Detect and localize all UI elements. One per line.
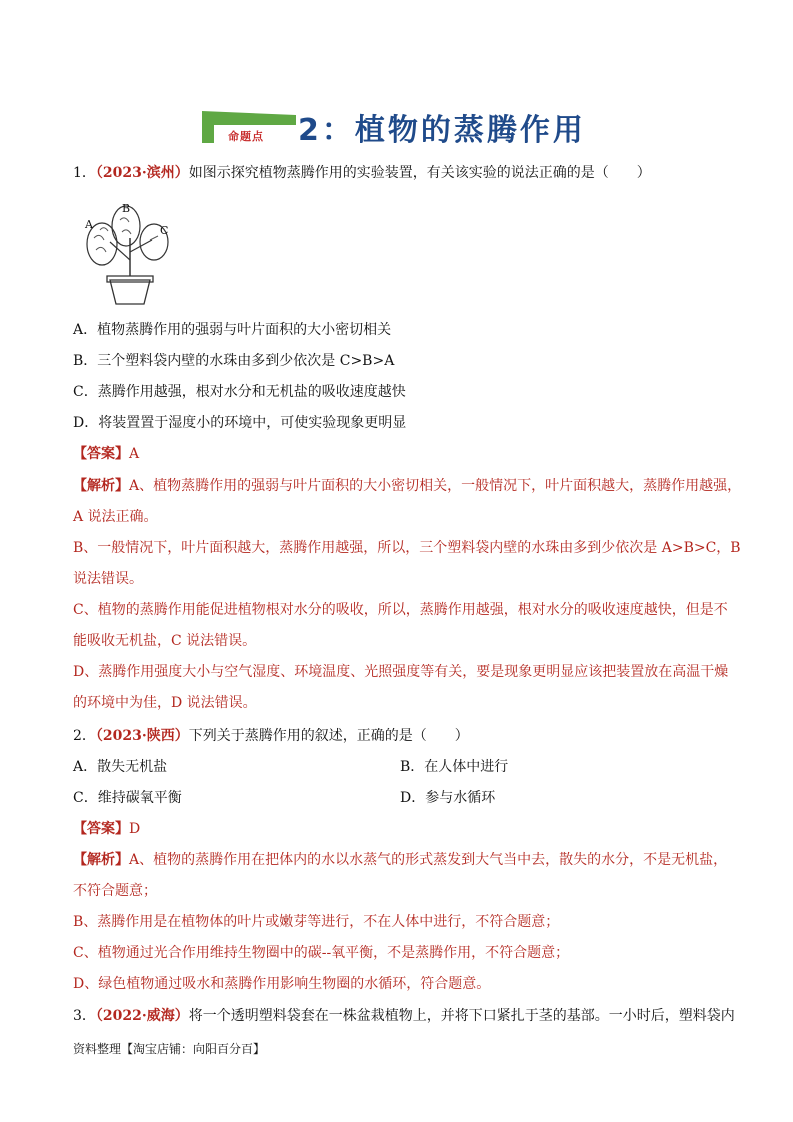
option-c: C．蒸腾作用越强，根对水分和无机盐的吸收速度越快 (73, 384, 406, 400)
badge-label: 命题点 (228, 130, 264, 143)
figure-label-c: C (160, 224, 169, 237)
analysis-1-line: D、蒸腾作用强度大小与空气湿度、环境温度、光照强度等有关，要是现象更明显应该把装置放在高温干燥 (73, 664, 729, 680)
topic-badge (200, 109, 296, 145)
analysis-2-line: B、蒸腾作用是在植物体的叶片或嫩芽等进行，不在人体中进行，不符合题意； (73, 914, 560, 930)
option-b: B．三个塑料袋内壁的水珠由多到少依次是 C>B>A (73, 353, 395, 369)
question-3-stem: 3．（2022·威海）将一个透明塑料袋套在一株盆栽植物上，并将下口紧扎于茎的基部。一小时后，塑料袋内 (73, 1008, 735, 1024)
page-title: 2：植物的蒸腾作用 (298, 113, 586, 148)
analysis-1-line: 【解析】A、植物蒸腾作用的强弱与叶片面积的大小密切相关，一般情况下，叶片面积越大，蒸腾作用越强， (73, 478, 742, 494)
question-source: （2022·威海） (95, 1008, 189, 1024)
experiment-figure (80, 200, 180, 308)
question-1-stem: 1．（2023·滨州）如图示探究植物蒸腾作用的实验装置，有关该实验的说法正确的是（ ） (73, 165, 651, 181)
answer-2: 【答案】D (73, 821, 141, 837)
option-d: D．参与水循环 (400, 790, 496, 806)
analysis-2-line: D、绿色植物通过吸水和蒸腾作用影响生物圈的水循环，符合题意。 (73, 976, 491, 992)
figure-label-b: B (122, 202, 131, 215)
question-2-stem: 2．（2023·陕西）下列关于蒸腾作用的叙述，正确的是（ ） (73, 728, 469, 744)
analysis-1-line: 能吸收无机盐，C 说法错误。 (73, 633, 257, 649)
analysis-1-line: C、植物的蒸腾作用能促进植物根对水分的吸收，所以，蒸腾作用越强，根对水分的吸收速度越快，但是不 (73, 602, 728, 618)
option-d: D．将装置置于湿度小的环境中，可使实验现象更明显 (73, 415, 407, 431)
question-source: （2023·陕西） (95, 728, 189, 744)
analysis-2-line: C、植物通过光合作用维持生物圈中的碳--氧平衡，不是蒸腾作用，不符合题意； (73, 945, 570, 961)
option-c: C．维持碳氧平衡 (73, 790, 182, 806)
analysis-2-line: 不符合题意； (73, 883, 157, 899)
option-a: A．散失无机盐 (73, 759, 168, 775)
option-a: A．植物蒸腾作用的强弱与叶片面积的大小密切相关 (73, 322, 392, 338)
analysis-1-line: 的环境中为佳，D 说法错误。 (73, 695, 257, 711)
footer-note: 资料整理【淘宝店铺：向阳百分百】 (73, 1042, 266, 1056)
analysis-1-line: 说法错误。 (73, 571, 143, 587)
analysis-1-line: A 说法正确。 (73, 509, 158, 525)
answer-1: 【答案】A (73, 446, 140, 462)
option-b: B．在人体中进行 (400, 759, 509, 775)
section-title (200, 104, 586, 150)
figure-label-a: A (85, 218, 93, 231)
analysis-1-line: B、一般情况下，叶片面积越大，蒸腾作用越强，所以，三个塑料袋内壁的水珠由多到少依次是 A>B>C，B (73, 540, 741, 556)
analysis-2-line: 【解析】A、植物的蒸腾作用在把体内的水以水蒸气的形式蒸发到大气当中去，散失的水分，不是无机盐， (73, 852, 728, 868)
question-source: （2023·滨州） (95, 165, 189, 181)
